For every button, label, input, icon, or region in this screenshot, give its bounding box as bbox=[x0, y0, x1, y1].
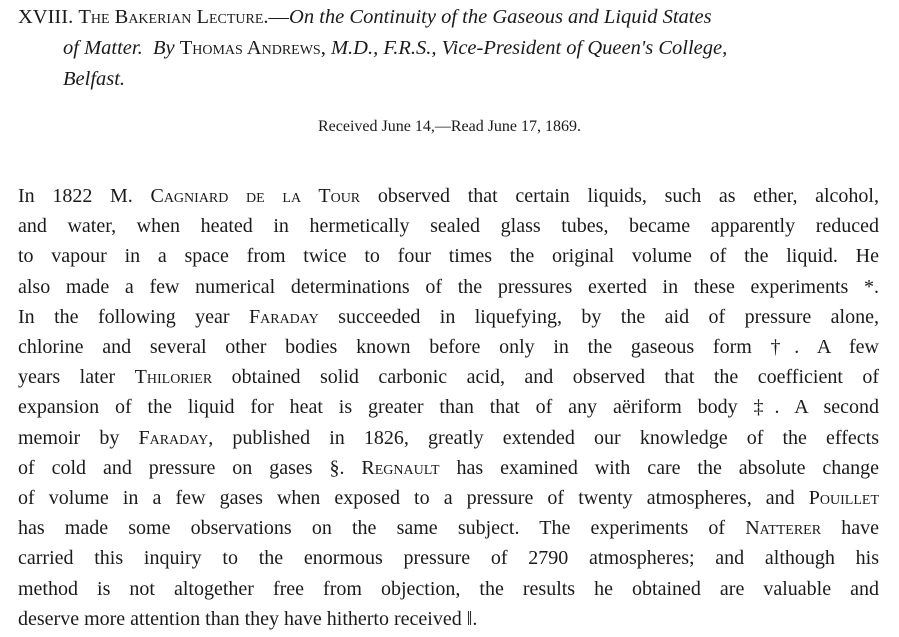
title-subtitle-part-2: of Matter. bbox=[63, 37, 143, 59]
person-name: Natterer bbox=[745, 517, 822, 540]
body-line: In 1822 M. Cagniard de la Tour observed that certain liquids, such as ether, alcohol, bbox=[18, 185, 879, 207]
title-subtitle-part-1: On the Continuity of the Gaseous and Liquid States bbox=[289, 6, 712, 28]
person-name: Cagniard de la Tour bbox=[150, 185, 361, 207]
body-line: to vapour in a space from twice to four times the original volume of the liquid. He bbox=[18, 245, 879, 268]
author-credentials: M.D., F.R.S., Vice-President of Queen's College, bbox=[330, 37, 728, 59]
article-number: XVIII. bbox=[18, 6, 74, 28]
body-line: In the following year Faraday succeeded in liquefying, by the aid of pressure alone, bbox=[18, 305, 879, 328]
body-line: expansion of the liquid for heat is greater than that of any aëriform body ‡. A second bbox=[18, 396, 879, 419]
title-line-1 bbox=[18, 2, 888, 33]
body-line: memoir by Faraday, published in 1826, greatly extended our knowledge of the effects bbox=[18, 426, 879, 449]
lecture-name: The Bakerian Lecture. bbox=[78, 6, 269, 28]
body-line: also made a few numerical determinations of the pressures exerted in these experiments *. bbox=[18, 275, 879, 298]
body-line: years later Thilorier obtained solid carbonic acid, and observed that the coefficient of bbox=[18, 366, 880, 389]
title-line-3 bbox=[18, 64, 888, 95]
by-label: By bbox=[152, 37, 175, 59]
body-line: deserve more attention than they have hitherto received ‖. bbox=[18, 607, 478, 630]
person-name: Regnault bbox=[361, 456, 440, 479]
author-place: Belfast. bbox=[63, 68, 126, 90]
title-dash: — bbox=[268, 6, 290, 28]
title-line-2: of Matter. By Thomas Andrews, M.D., F.R.S., Vice-President of Queen's College, bbox=[63, 37, 728, 59]
body-paragraph bbox=[18, 181, 879, 634]
received-date: Received June 14,—Read June 17, 1869. bbox=[317, 118, 582, 135]
body-line: has made some observations on the same subject. The experiments of Natterer have bbox=[18, 517, 879, 540]
person-name: Faraday bbox=[138, 426, 209, 449]
author-name: Thomas Andrews bbox=[179, 37, 321, 59]
person-name: Faraday bbox=[249, 305, 319, 328]
body-line: carried this inquiry to the enormous pressure of 2790 atmospheres; and although his bbox=[18, 547, 879, 570]
person-name: Pouillet bbox=[808, 487, 879, 510]
body-line: chlorine and several other bodies known before only in the gaseous form †. A few bbox=[18, 336, 879, 359]
body-line: of cold and pressure on gases §. Regnault has examined with care the absolute change bbox=[18, 456, 879, 479]
person-name: Thilorier bbox=[134, 366, 213, 389]
body-line: method is not altogether free from objection, the results he obtained are valuable and bbox=[18, 577, 879, 600]
body-line: and water, when heated in hermetically sealed glass tubes, became apparently reduced bbox=[18, 215, 879, 238]
article-title bbox=[18, 2, 888, 95]
body-line: of volume in a few gases when exposed to a pressure of twenty atmospheres, and Pouillet bbox=[18, 487, 879, 510]
